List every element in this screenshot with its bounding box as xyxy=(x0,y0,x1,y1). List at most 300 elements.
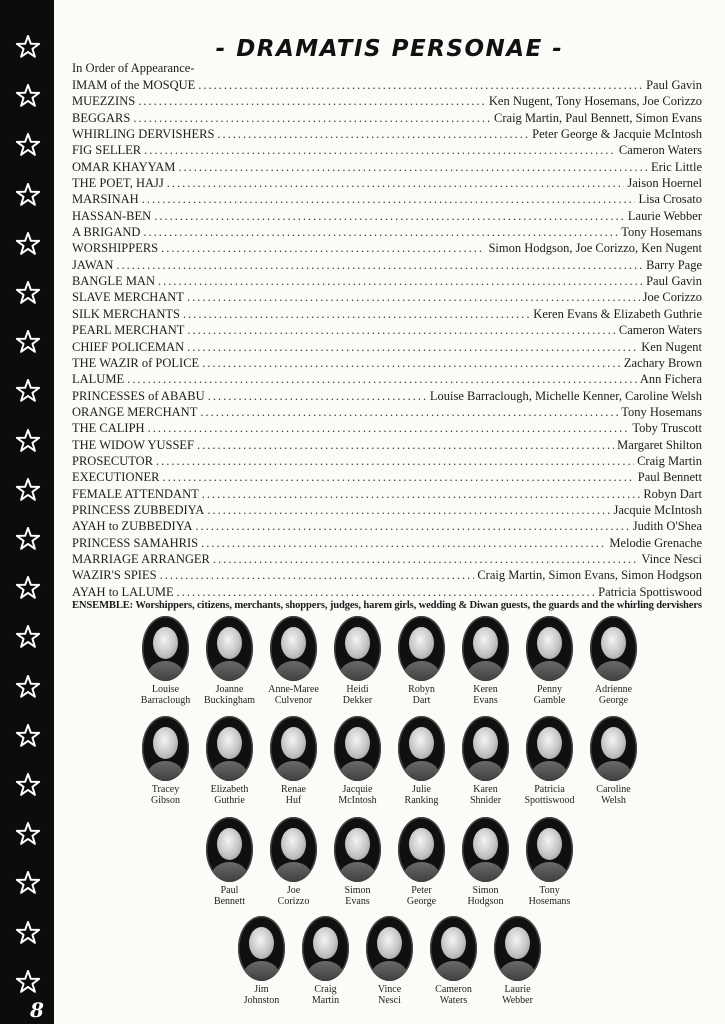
ensemble-member xyxy=(262,616,326,706)
leader-dots xyxy=(213,551,638,567)
page-subtitle: In Order of Appearance- xyxy=(72,61,195,75)
member-name xyxy=(596,784,630,806)
leader-dots xyxy=(142,191,636,207)
cast-row xyxy=(72,77,702,93)
portrait-shoulders xyxy=(403,862,440,882)
member-name xyxy=(435,984,472,1006)
portrait-shoulders xyxy=(467,862,504,882)
cast-row xyxy=(72,110,702,126)
ensemble-member xyxy=(422,916,486,1006)
portrait-face xyxy=(441,927,466,959)
portrait-shoulders xyxy=(403,661,440,681)
member-first-name: Craig xyxy=(314,984,337,995)
portrait-face xyxy=(473,627,498,659)
role-name: BEGGARS xyxy=(72,110,131,125)
ensemble-member xyxy=(326,616,390,706)
member-name xyxy=(470,784,501,806)
star-icon xyxy=(15,526,41,552)
portrait-face xyxy=(409,828,434,860)
portrait-face xyxy=(217,627,242,659)
member-portrait xyxy=(142,616,189,681)
member-first-name: Adrienne xyxy=(594,684,633,695)
ensemble-label: ENSEMBLE: xyxy=(72,600,134,611)
portrait-shoulders xyxy=(243,961,280,981)
member-last-name: Bennett xyxy=(213,896,246,907)
star-icon xyxy=(15,870,41,896)
leader-dots xyxy=(200,404,618,420)
member-portrait xyxy=(270,616,317,681)
leader-dots xyxy=(116,257,643,273)
member-portrait xyxy=(398,716,445,781)
cast-row xyxy=(72,142,702,158)
leader-dots xyxy=(160,567,475,583)
role-name: AYAH to LALUME xyxy=(72,584,174,599)
member-portrait xyxy=(270,817,317,882)
role-name: JAWAN xyxy=(72,257,114,272)
cast-row xyxy=(72,224,702,240)
member-portrait xyxy=(334,716,381,781)
member-name xyxy=(151,784,180,806)
ensemble-member xyxy=(134,616,198,706)
ensemble-member xyxy=(294,916,358,1006)
cast-row xyxy=(72,126,702,142)
member-portrait xyxy=(398,817,445,882)
member-last-name: Guthrie xyxy=(214,795,245,806)
actor-name: Paul Gavin xyxy=(646,274,702,289)
member-first-name: Elizabeth xyxy=(210,784,249,795)
sidebar-border xyxy=(0,0,54,1024)
portrait-face xyxy=(409,727,434,759)
member-portrait xyxy=(462,716,509,781)
role-name: THE CALIPH xyxy=(72,421,145,436)
member-name xyxy=(312,984,339,1006)
portrait-shoulders xyxy=(595,661,632,681)
member-first-name: Tony xyxy=(539,885,560,896)
member-portrait xyxy=(462,817,509,882)
portrait-face xyxy=(313,927,338,959)
role-name: AYAH to ZUBBEDIYA xyxy=(72,519,193,534)
role-name: WORSHIPPERS xyxy=(72,241,159,256)
actor-name: Joe Corizzo xyxy=(642,290,702,305)
member-last-name: Buckingham xyxy=(203,695,256,706)
cast-row xyxy=(72,273,702,289)
role-name: SILK MERCHANTS xyxy=(72,306,180,321)
leader-dots xyxy=(187,289,640,305)
actor-name: Ann Fichera xyxy=(639,372,702,387)
role-name: CHIEF POLICEMAN xyxy=(72,339,185,354)
actor-name: Louise Barraclough, Michelle Kenner, Caroline Welsh xyxy=(429,388,702,403)
portrait-shoulders xyxy=(307,961,344,981)
cast-row xyxy=(72,306,702,322)
portrait-shoulders xyxy=(371,961,408,981)
actor-name: Zachary Brown xyxy=(623,355,702,370)
cast-row xyxy=(72,257,702,273)
member-portrait xyxy=(206,817,253,882)
leader-dots xyxy=(154,208,625,224)
page-title: - DRAMATIS PERSONAE - xyxy=(215,36,564,62)
ensemble-text: Worshippers, citizens, merchants, shoppers, judges, harem girls, wedding & Diwan guests, the guards and the whirling dervishers xyxy=(135,600,702,611)
star-icon xyxy=(15,182,41,208)
leader-dots xyxy=(197,437,614,453)
member-portrait xyxy=(494,916,541,981)
portrait-shoulders xyxy=(275,661,312,681)
cast-row xyxy=(72,420,702,436)
portrait-shoulders xyxy=(403,761,440,781)
actor-name: Robyn Dart xyxy=(643,486,702,501)
actor-name: Jacquie McIntosh xyxy=(613,502,702,517)
member-name xyxy=(214,885,245,907)
portrait-shoulders xyxy=(339,761,376,781)
star-icon xyxy=(15,132,41,158)
cast-row xyxy=(72,289,702,305)
member-name xyxy=(278,885,310,907)
actor-name: Eric Little xyxy=(650,159,702,174)
member-last-name: Nesci xyxy=(378,995,401,1006)
leader-dots xyxy=(207,502,610,518)
portrait-shoulders xyxy=(147,761,184,781)
star-icon xyxy=(15,280,41,306)
member-last-name: Dekker xyxy=(342,695,373,706)
portrait-face xyxy=(345,727,370,759)
member-name xyxy=(534,684,566,706)
ensemble-note xyxy=(72,599,712,613)
cast-row xyxy=(72,322,702,338)
cast-row xyxy=(72,191,702,207)
actor-name: Cameron Waters xyxy=(618,323,702,338)
role-name: WAZIR'S SPIES xyxy=(72,568,157,583)
member-name xyxy=(524,784,574,806)
star-icon xyxy=(15,378,41,404)
leader-dots xyxy=(202,486,641,502)
portrait-shoulders xyxy=(531,661,568,681)
cast-row xyxy=(72,453,702,469)
portrait-face xyxy=(537,627,562,659)
portrait-shoulders xyxy=(531,862,568,882)
member-name xyxy=(595,684,632,706)
ensemble-member xyxy=(262,716,326,806)
cast-row xyxy=(72,404,702,420)
role-name: MARRIAGE ARRANGER xyxy=(72,551,210,566)
member-first-name: Patricia xyxy=(534,784,565,795)
portrait-shoulders xyxy=(499,961,536,981)
member-name xyxy=(343,684,372,706)
member-last-name: Martin xyxy=(311,995,340,1006)
member-last-name: Corizzo xyxy=(277,896,310,907)
photo-row xyxy=(54,716,725,806)
star-icon xyxy=(15,969,41,995)
member-portrait xyxy=(526,716,573,781)
member-portrait xyxy=(206,616,253,681)
actor-name: Jaison Hoernel xyxy=(627,176,702,191)
member-portrait xyxy=(590,716,637,781)
role-name: MUEZZINS xyxy=(72,94,136,109)
portrait-shoulders xyxy=(531,761,568,781)
member-first-name: Julie xyxy=(412,784,431,795)
member-last-name: Webber xyxy=(502,995,533,1006)
actor-name: Peter George & Jacquie McIntosh xyxy=(532,127,702,142)
leader-dots xyxy=(202,355,621,371)
cast-row xyxy=(72,551,702,567)
ensemble-member xyxy=(582,616,646,706)
leader-dots xyxy=(167,175,625,191)
cast-row xyxy=(72,469,702,485)
member-name xyxy=(502,984,533,1006)
role-name: PROSECUTOR xyxy=(72,453,154,468)
portrait-face xyxy=(217,727,242,759)
cast-row xyxy=(72,339,702,355)
ensemble-member xyxy=(326,817,390,907)
member-portrait xyxy=(302,916,349,981)
member-first-name: Louise xyxy=(151,684,180,695)
member-portrait xyxy=(462,616,509,681)
cast-row xyxy=(72,355,702,371)
role-name: THE POET, HAJJ xyxy=(72,176,164,191)
role-name: SLAVE MERCHANT xyxy=(72,290,184,305)
photo-row xyxy=(54,616,725,706)
leader-dots xyxy=(156,453,634,469)
portrait-face xyxy=(377,927,402,959)
member-last-name: Huf xyxy=(285,795,302,806)
leader-dots xyxy=(133,110,491,126)
role-name: MARSINAH xyxy=(72,192,139,207)
role-name: BANGLE MAN xyxy=(72,274,155,289)
member-portrait xyxy=(526,817,573,882)
member-name xyxy=(268,684,319,706)
star-icon xyxy=(15,674,41,700)
actor-name: Lisa Crosato xyxy=(638,192,702,207)
ensemble-member xyxy=(454,716,518,806)
portrait-shoulders xyxy=(211,862,248,882)
member-last-name: Shnider xyxy=(469,795,502,806)
role-name: A BRIGAND xyxy=(72,225,141,240)
cast-row xyxy=(72,502,702,518)
portrait-shoulders xyxy=(275,862,312,882)
member-last-name: Gibson xyxy=(151,795,180,806)
member-last-name: Hosemans xyxy=(528,896,571,907)
cast-row xyxy=(72,518,702,534)
member-last-name: Dart xyxy=(412,695,431,706)
member-last-name: Welsh xyxy=(601,795,626,806)
member-last-name: Evans xyxy=(473,695,498,706)
member-last-name: Evans xyxy=(345,896,370,907)
member-first-name: Keren xyxy=(473,684,498,695)
actor-name: Cameron Waters xyxy=(618,143,702,158)
actor-name: Ken Nugent xyxy=(641,339,702,354)
portrait-shoulders xyxy=(467,661,504,681)
member-last-name: Hodgson xyxy=(467,896,504,907)
leader-dots xyxy=(217,126,529,142)
star-icon xyxy=(15,477,41,503)
role-name: PEARL MERCHANT xyxy=(72,323,185,338)
member-portrait xyxy=(366,916,413,981)
member-last-name: George xyxy=(598,695,629,706)
member-last-name: McIntosh xyxy=(338,795,377,806)
member-portrait xyxy=(526,616,573,681)
star-icon xyxy=(15,34,41,60)
member-last-name: Johnston xyxy=(243,995,280,1006)
actor-name: Ken Nugent, Tony Hosemans, Joe Corizzo xyxy=(488,94,702,109)
member-portrait xyxy=(398,616,445,681)
member-name xyxy=(529,885,571,907)
star-icon xyxy=(15,428,41,454)
portrait-face xyxy=(249,927,274,959)
portrait-face xyxy=(345,828,370,860)
cast-row xyxy=(72,371,702,387)
star-icon xyxy=(15,329,41,355)
member-portrait xyxy=(206,716,253,781)
member-name xyxy=(141,684,190,706)
member-first-name: Joe xyxy=(286,885,301,896)
ensemble-member xyxy=(454,817,518,907)
actor-name: Margaret Shilton xyxy=(617,437,702,452)
role-name: PRINCESS SAMAHRIS xyxy=(72,535,199,550)
member-portrait xyxy=(142,716,189,781)
role-name: THE WIDOW YUSSEF xyxy=(72,437,194,452)
leader-dots xyxy=(183,306,530,322)
member-portrait xyxy=(590,616,637,681)
member-first-name: Tracey xyxy=(151,784,180,795)
actor-name: Vince Nesci xyxy=(641,551,702,566)
actor-name: Simon Hodgson, Joe Corizzo, Ken Nugent xyxy=(488,241,702,256)
page-number: 8 xyxy=(30,998,44,1022)
member-name xyxy=(473,684,497,706)
member-first-name: Karen xyxy=(473,784,498,795)
portrait-face xyxy=(217,828,242,860)
member-first-name: Joanne xyxy=(215,684,244,695)
leader-dots xyxy=(201,535,606,551)
leader-dots xyxy=(148,420,630,436)
actor-name: Craig Martin, Simon Evans, Simon Hodgson xyxy=(477,568,702,583)
ensemble-member xyxy=(454,616,518,706)
leader-dots xyxy=(198,77,643,93)
actor-name: Toby Truscott xyxy=(632,421,702,436)
role-name: THE WAZIR of POLICE xyxy=(72,355,200,370)
portrait-shoulders xyxy=(467,761,504,781)
actor-name: Tony Hosemans xyxy=(621,404,702,419)
ensemble-member xyxy=(518,817,582,907)
role-name: WHIRLING DERVISHERS xyxy=(72,127,215,142)
leader-dots xyxy=(208,388,427,404)
member-name xyxy=(467,885,503,907)
leader-dots xyxy=(195,518,629,534)
ensemble-member xyxy=(518,716,582,806)
star-icon xyxy=(15,231,41,257)
member-name xyxy=(211,784,249,806)
ensemble-member xyxy=(390,716,454,806)
actor-name: Judith O'Shea xyxy=(632,519,702,534)
role-name: EXECUTIONER xyxy=(72,470,160,485)
portrait-face xyxy=(281,828,306,860)
ensemble-member xyxy=(198,716,262,806)
member-name xyxy=(204,684,255,706)
member-portrait xyxy=(334,817,381,882)
portrait-face xyxy=(473,828,498,860)
member-last-name: Spottiswood xyxy=(524,795,575,806)
actor-name: Laurie Webber xyxy=(627,208,702,223)
member-name xyxy=(338,784,376,806)
actor-name: Patricia Spottiswood xyxy=(598,584,702,599)
ensemble-member xyxy=(358,916,422,1006)
star-icon xyxy=(15,821,41,847)
member-first-name: Anne-Maree xyxy=(268,684,319,695)
ensemble-member xyxy=(198,616,262,706)
member-first-name: Renae xyxy=(281,784,306,795)
ensemble-member xyxy=(198,817,262,907)
cast-row xyxy=(72,93,702,109)
ensemble-member xyxy=(326,716,390,806)
cast-row xyxy=(72,159,702,175)
member-name xyxy=(344,885,370,907)
member-name xyxy=(408,684,435,706)
member-portrait xyxy=(430,916,477,981)
portrait-face xyxy=(537,727,562,759)
portrait-shoulders xyxy=(275,761,312,781)
member-name xyxy=(244,984,280,1006)
cast-row xyxy=(72,208,702,224)
portrait-face xyxy=(153,727,178,759)
portrait-face xyxy=(409,627,434,659)
member-name xyxy=(281,784,306,806)
cast-row xyxy=(72,240,702,256)
actor-name: Melodie Grenache xyxy=(609,535,702,550)
member-first-name: Paul xyxy=(220,885,239,896)
leader-dots xyxy=(187,322,615,338)
leader-dots xyxy=(187,339,638,355)
ensemble-member xyxy=(390,616,454,706)
ensemble-member xyxy=(134,716,198,806)
role-name: PRINCESSES of ABABU xyxy=(72,388,205,403)
member-last-name: Gamble xyxy=(533,695,566,706)
member-first-name: Jacquie xyxy=(342,784,373,795)
member-first-name: Laurie xyxy=(504,984,531,995)
portrait-face xyxy=(153,627,178,659)
member-first-name: Jim xyxy=(254,984,269,995)
ensemble-member xyxy=(230,916,294,1006)
portrait-face xyxy=(601,727,626,759)
cast-row xyxy=(72,535,702,551)
member-last-name: Barraclough xyxy=(140,695,191,706)
member-first-name: Penny xyxy=(537,684,562,695)
member-first-name: Heidi xyxy=(346,684,369,695)
leader-dots xyxy=(158,273,643,289)
cast-row xyxy=(72,567,702,583)
ensemble-member xyxy=(486,916,550,1006)
member-first-name: Peter xyxy=(411,885,432,896)
member-first-name: Caroline xyxy=(596,784,631,795)
portrait-face xyxy=(281,727,306,759)
leader-dots xyxy=(144,142,616,158)
member-portrait xyxy=(270,716,317,781)
cast-row xyxy=(72,584,702,600)
ensemble-member xyxy=(262,817,326,907)
leader-dots xyxy=(127,371,637,387)
photo-row xyxy=(54,916,725,1006)
star-icon xyxy=(15,83,41,109)
photo-row xyxy=(54,817,725,907)
star-icon xyxy=(15,723,41,749)
member-portrait xyxy=(238,916,285,981)
actor-name: Barry Page xyxy=(646,257,702,272)
member-name xyxy=(407,885,436,907)
member-portrait xyxy=(334,616,381,681)
star-icon xyxy=(15,772,41,798)
portrait-shoulders xyxy=(211,761,248,781)
leader-dots xyxy=(143,224,618,240)
role-name: PRINCESS ZUBBEDIYA xyxy=(72,502,205,517)
role-name: FIG SELLER xyxy=(72,143,142,158)
member-first-name: Vince xyxy=(377,984,402,995)
actor-name: Craig Martin xyxy=(637,453,702,468)
